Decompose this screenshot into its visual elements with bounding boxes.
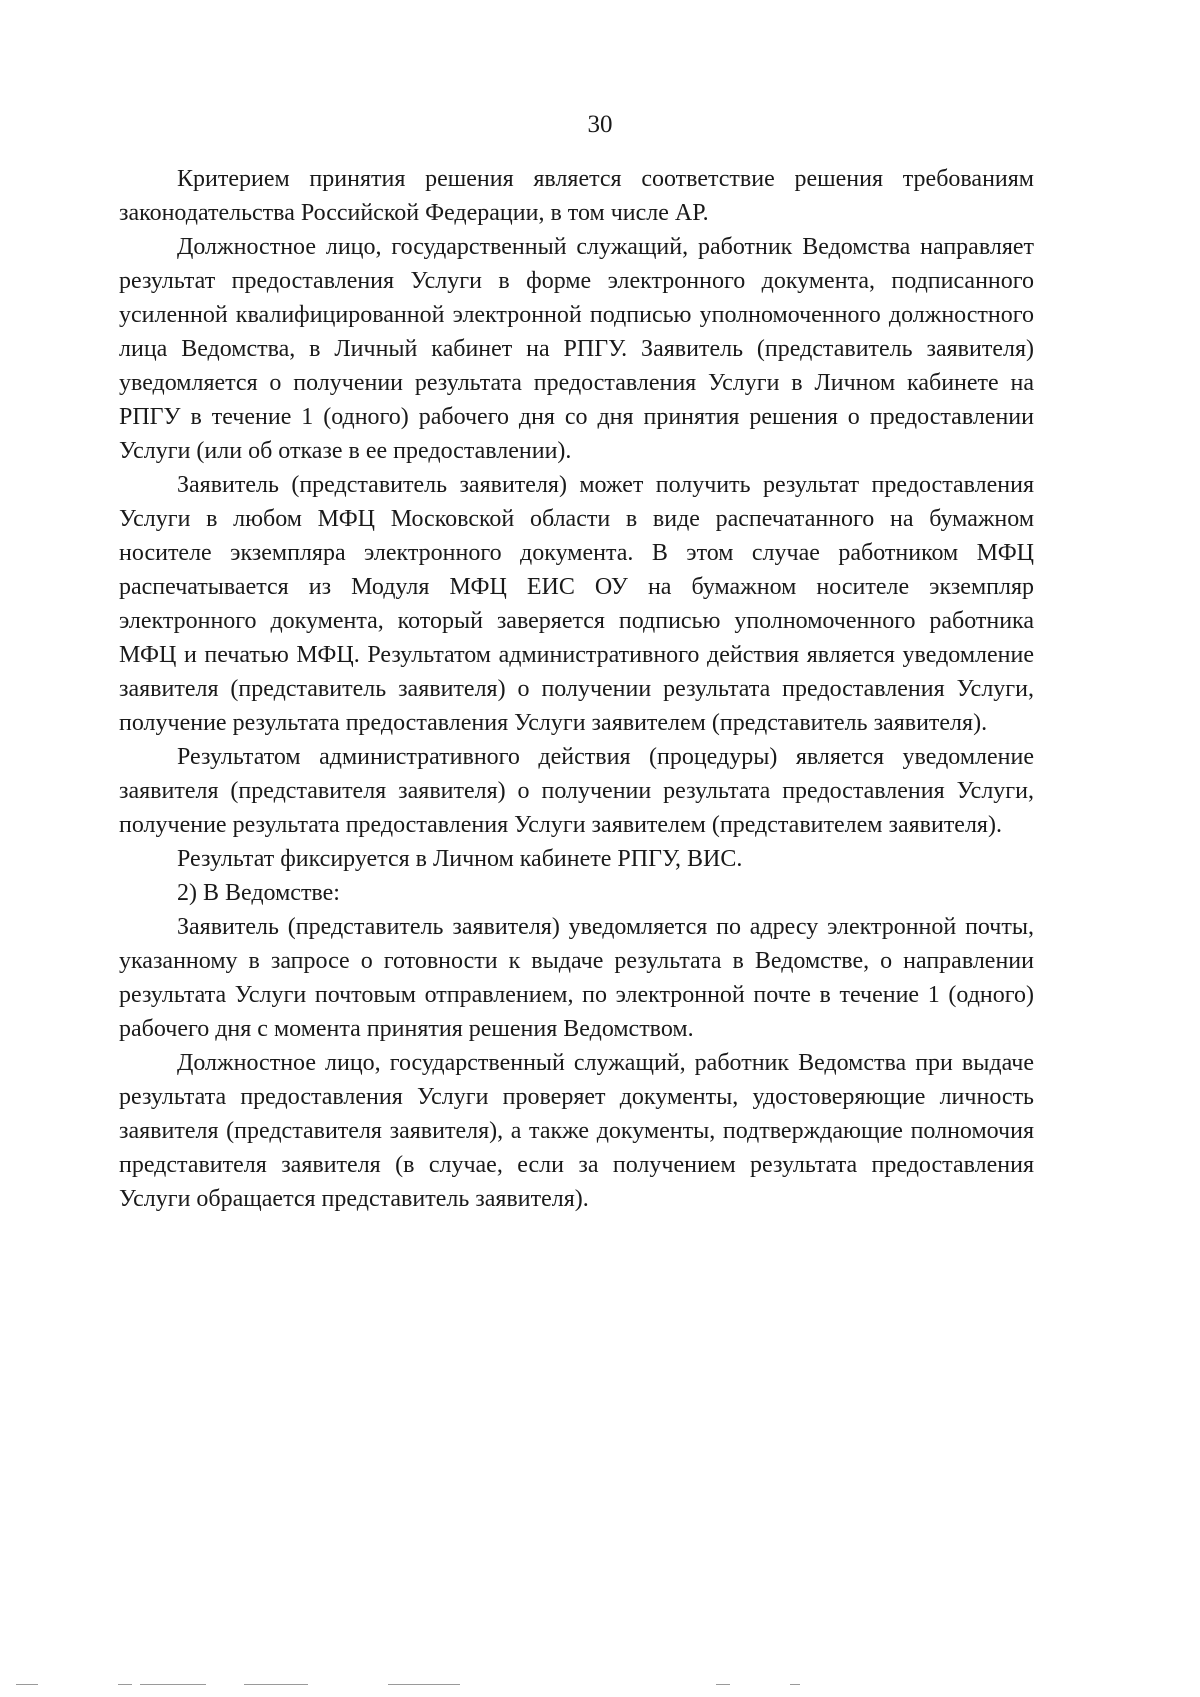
- scan-mark: [790, 1684, 800, 1685]
- scan-footer-marks: [0, 1682, 1200, 1688]
- scan-mark: [244, 1684, 308, 1685]
- scan-mark: [388, 1684, 460, 1685]
- scan-mark: [716, 1684, 730, 1685]
- paragraph-electronic-result: Должностное лицо, государственный служащий, работник Ведомства направляет результат предоставления Услуги в форме электронного документа, подписанного усиленной квалифицированной электронной подписью уполномоченного должностного лица Ведомства, в Личный кабинет на РПГУ. Заявитель (представитель заявителя) уведомляется о получении результата предоставления Услуги в Личном кабинете на РПГУ в течение 1 (одного) рабочего дня со дня принятия решения о предоставлении Услуги (или об отказе в ее предоставлении).: [119, 234, 1034, 464]
- paragraph-result-fixation: Результат фиксируется в Личном кабинете РПГУ, ВИС.: [177, 846, 743, 872]
- paragraph-decision-criterion: Критерием принятия решения является соответствие решения требованиям законодательства Российской Федерации, в том числе АР.: [119, 166, 1034, 226]
- paragraph-action-result: Результатом административного действия (процедуры) является уведомление заявителя (представителя заявителя) о получении результата предоставления Услуги, получение результата предоставления Услуги заявителем (представителем заявителя).: [119, 744, 1034, 838]
- scan-mark: [118, 1684, 132, 1685]
- paragraph-email-notification: Заявитель (представитель заявителя) уведомляется по адресу электронной почты, указанному в запросе о готовности к выдаче результата в Ведомстве, о направлении результата Услуги почтовым отправлением, по электронной почте в течение 1 (одного) рабочего дня с момента принятия решения Ведомством.: [119, 914, 1034, 1042]
- paragraph-in-agency-heading: 2) В Ведомстве:: [177, 880, 340, 906]
- page-number: 30: [587, 111, 613, 138]
- paragraph-mfc-printout: Заявитель (представитель заявителя) может получить результат предоставления Услуги в любом МФЦ Московской области в виде распечатанного на бумажном носителе экземпляра электронного документа. В этом случае работником МФЦ распечатывается из Модуля МФЦ ЕИС ОУ на бумажном носителе экземпляр электронного документа, который заверяется подписью уполномоченного работника МФЦ и печатью МФЦ. Результатом административного действия является уведомление заявителя (представитель заявителя) о получении результата предоставления Услуги, получение результата предоставления Услуги заявителем (представитель заявителя).: [119, 472, 1034, 736]
- paragraph-identity-check: Должностное лицо, государственный служащий, работник Ведомства при выдаче результата предоставления Услуги проверяет документы, удостоверяющие личность заявителя (представителя заявителя), а также документы, подтверждающие полномочия представителя заявителя (в случае, если за получением результата предоставления Услуги обращается представитель заявителя).: [119, 1050, 1034, 1212]
- document-body: [119, 162, 1034, 1216]
- scan-mark: [16, 1684, 38, 1685]
- scan-mark: [140, 1684, 206, 1685]
